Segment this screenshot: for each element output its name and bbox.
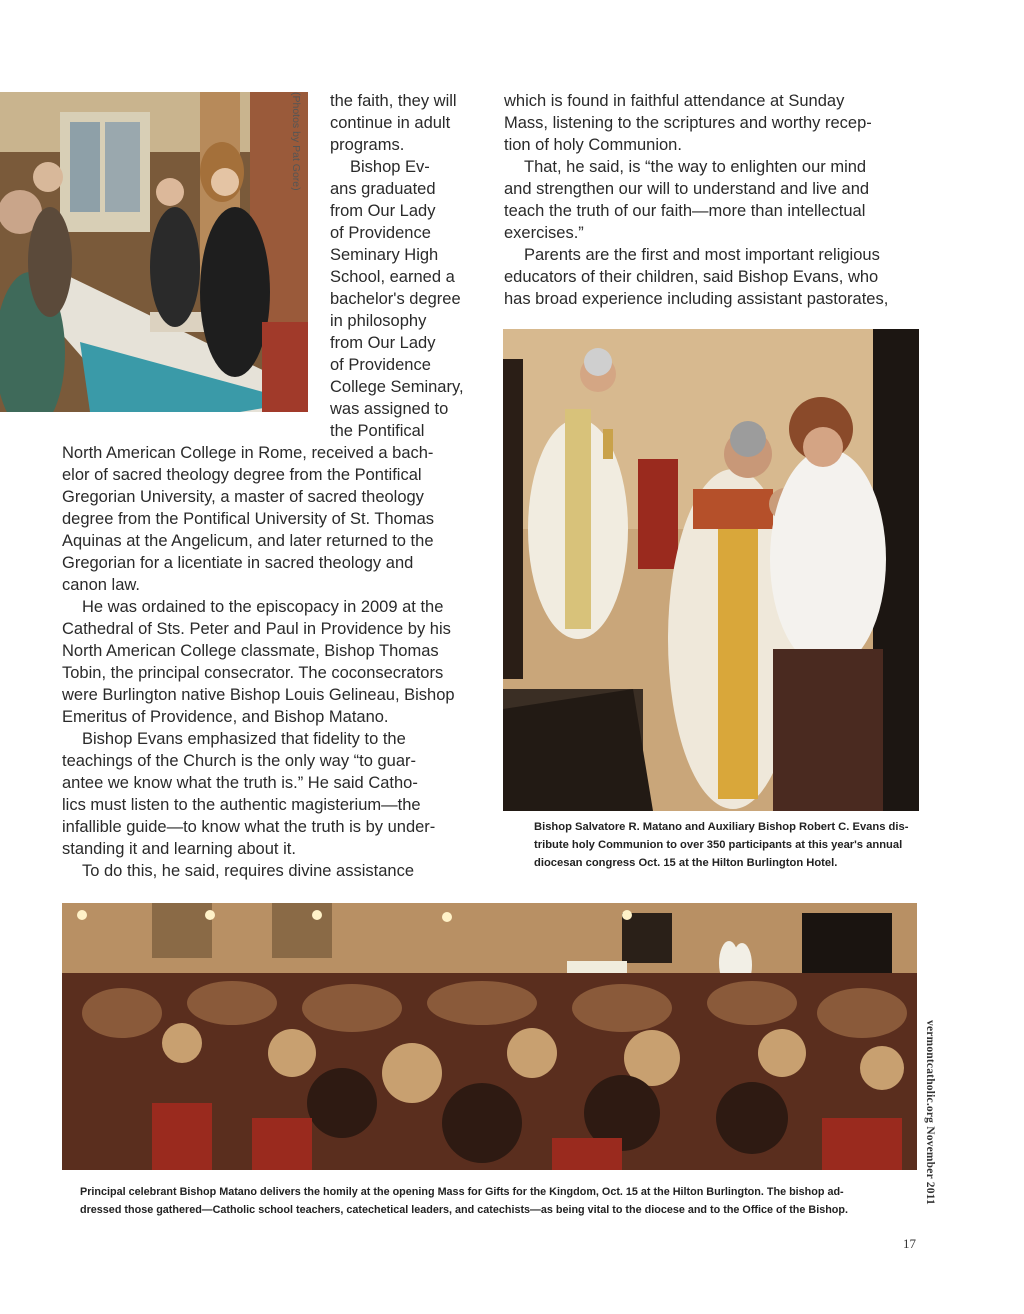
congregation-photo	[62, 903, 917, 1170]
folio-vertical: vermontcatholic.org November 2011	[924, 1020, 936, 1205]
left-wide-text: North American College in Rome, received a bach- elor of sacred theology degree from the Pontifical Gregorian University, a master of sacred theology degree from the Pontifical University of St. Thomas Aquinas at the Angelicum, and later returned to the Gregorian for a licentiate in sacred theology and canon law. He was ordained to the episcopacy in 2009 at the Cathedral of Sts. Peter and Paul in Providence by his North American College classmate, Bishop Thomas Tobin, the principal consecrator. The coconsecrators were Burlington native Bishop Louis Gelineau, Bishop Emeritus of Providence, and Bishop Matano. Bishop Evans emphasized that fidelity to the teachings of the Church is the only way “to guar- antee we know what the truth is.” He said Catho- lics must listen to the authentic magisterium—the infallible guide—to know what the truth is by under- standing it and learning about it. To do this, he said, requires divine assistance	[62, 444, 455, 880]
registration-table-photo	[0, 92, 308, 412]
right-column-text: which is found in faithful attendance at Sunday Mass, listening to the scriptures and worthy recep- tion of holy Communion. That, he said, is “the way to enlighten our mind and strengthen our will to understand and live and teach the truth of our faith—more than intellectual exercises.” Parents are the first and most important religious educators of their children, said Bishop Evans, who has broad experience including assistant pastorates,	[504, 92, 889, 308]
page-number: 17	[903, 1236, 916, 1251]
left-narrow-text: the faith, they will continue in adult programs. Bishop Ev- ans graduated from Our Lady of Providence Seminary High School, earned a bachelor's degree in philosophy from Our Lady of Providence College Seminary, was assigned to the Pontifical	[330, 92, 464, 440]
photo-credit: (Photos by Pat Gore)	[290, 92, 302, 191]
congregation-caption: Principal celebrant Bishop Matano delivers the homily at the opening Mass for Gifts for the Kingdom, Oct. 15 at the Hilton Burlington. The bishop ad- dressed those gathered—Catholic school teachers, catechetical leaders, and catechists—as being vital to the diocese and to the Office of the Bishop.	[80, 1186, 848, 1216]
communion-caption: Bishop Salvatore R. Matano and Auxiliary Bishop Robert C. Evans dis- tribute holy Communion to over 350 participants at this year's annual diocesan congress Oct. 15 at the Hilton Burlington Hotel.	[534, 821, 909, 869]
communion-photo	[503, 329, 919, 811]
